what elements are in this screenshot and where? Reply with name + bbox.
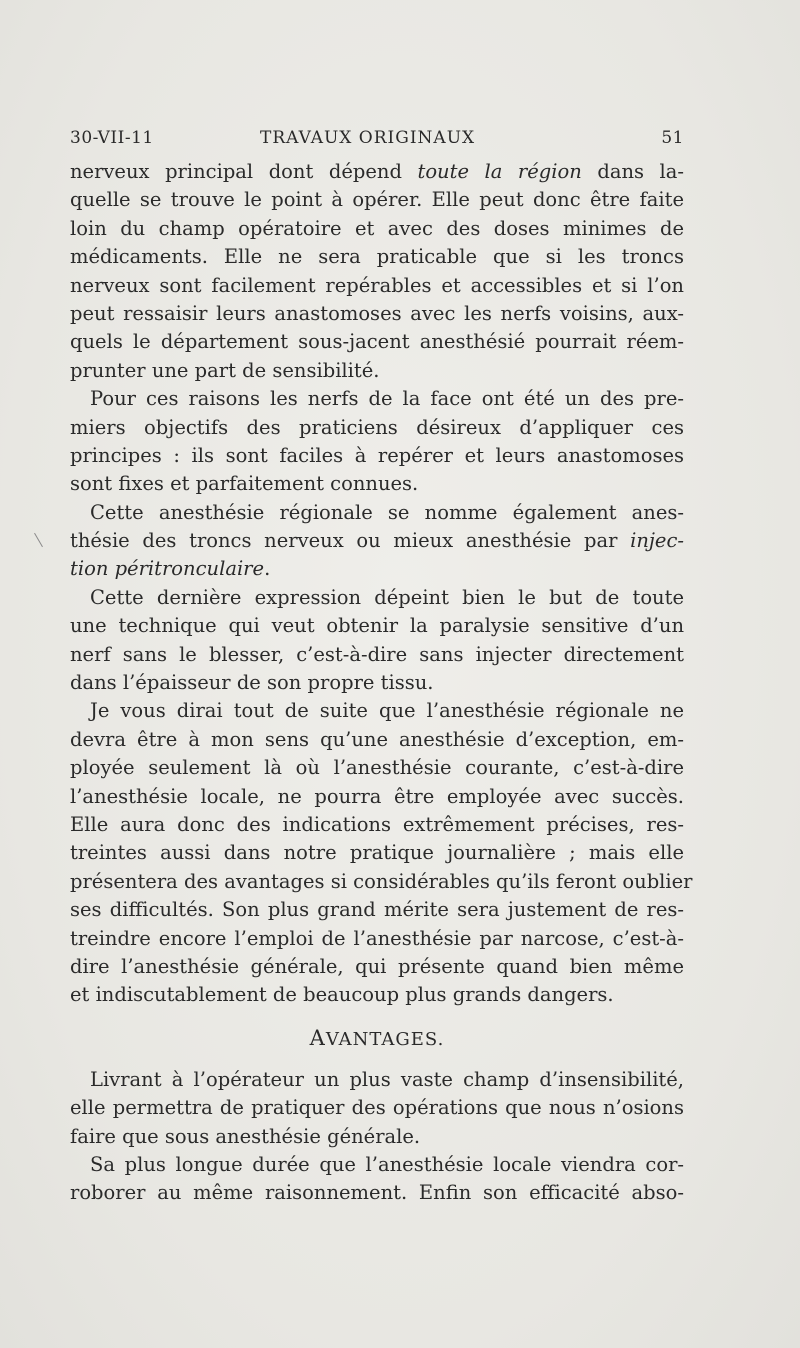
text-line: loin du champ opératoire et avec des doses minimes de (70, 216, 684, 240)
text-line: treindre encore l’emploi de l’anesthésie par narcose, c’est-à- (70, 926, 684, 950)
text-line: médicaments. Elle ne sera praticable que si les troncs (70, 245, 684, 269)
text-line: thésie des troncs nerveux ou mieux anesthésie par injec- (70, 529, 684, 553)
text-line: Cette dernière expression dépeint bien le but de toute (90, 585, 684, 609)
text-line: dire l’anesthésie générale, qui présente quand bien même (70, 954, 684, 978)
text-line: roborer au même raisonnement. Enfin son efficacité abso- (70, 1181, 684, 1205)
text-line: nerf sans le blesser, c’est-à-dire sans injecter directement (70, 642, 684, 666)
text-line: et indiscutablement de beaucoup plus grands dangers. (70, 983, 614, 1007)
text-line: peut ressaisir leurs anastomoses avec les nerfs voisins, aux- (70, 301, 684, 325)
text-line: Sa plus longue durée que l’anesthésie locale viendra cor- (90, 1152, 684, 1176)
text-line: miers objectifs des praticiens désireux d’appliquer ces (70, 415, 684, 439)
running-head-title: TRAVAUX ORIGINAUX (260, 128, 476, 148)
text-line: nerveux principal dont dépend toute la région dans la- (70, 160, 685, 183)
text-line: dans l’épaisseur de son propre tissu. (70, 671, 434, 695)
text-line: tion péritronculaire. (70, 557, 271, 581)
section-heading: AVANTAGES. (309, 1025, 445, 1050)
text-line: principes : ils sont faciles à repérer et leurs anastomoses (70, 443, 684, 467)
text-line: ployée seulement là où l’anesthésie courante, c’est-à-dire (70, 756, 684, 780)
running-head (70, 128, 684, 152)
text-line: une technique qui veut obtenir la paralysie sensitive d’un (70, 614, 684, 638)
text-line: ses difficultés. Son plus grand mérite sera justement de res- (70, 898, 684, 922)
text-line: treintes aussi dans notre pratique journalière ; mais elle (70, 841, 684, 865)
page-number: 51 (661, 128, 684, 148)
text-line: devra être à mon sens qu’une anesthésie d’exception, em- (70, 727, 684, 751)
text-line: Cette anesthésie régionale se nomme également anes- (90, 500, 684, 524)
margin-mark (34, 533, 43, 547)
text-line: elle permettra de pratiquer des opérations que nous n’osions (70, 1096, 684, 1120)
text-line: prunter une part de sensibilité. (70, 358, 380, 382)
text-line: quelle se trouve le point à opérer. Elle peut donc être faite (70, 188, 684, 212)
text-line: Je vous dirai tout de suite que l’anesthésie régionale ne (90, 699, 684, 723)
running-head-date: 30-VII-11 (70, 128, 154, 148)
text-line: l’anesthésie locale, ne pourra être employée avec succès. (70, 784, 684, 808)
text-line: nerveux sont facilement repérables et accessibles et si l’on (70, 273, 684, 297)
text-line: présentera des avantages si considérables qu’ils feront oublier (70, 869, 693, 893)
text-line: Elle aura donc des indications extrêmement précises, res- (70, 812, 684, 836)
text-line: faire que sous anesthésie générale. (70, 1124, 421, 1148)
text-line: Pour ces raisons les nerfs de la face ont été un des pre- (90, 387, 684, 411)
text-line: sont fixes et parfaitement connues. (70, 472, 419, 496)
text-line: quels le département sous-jacent anesthésié pourrait réem- (70, 330, 684, 354)
text-line: Livrant à l’opérateur un plus vaste champ d’insensibilité, (90, 1067, 684, 1091)
body-text (70, 158, 693, 1208)
